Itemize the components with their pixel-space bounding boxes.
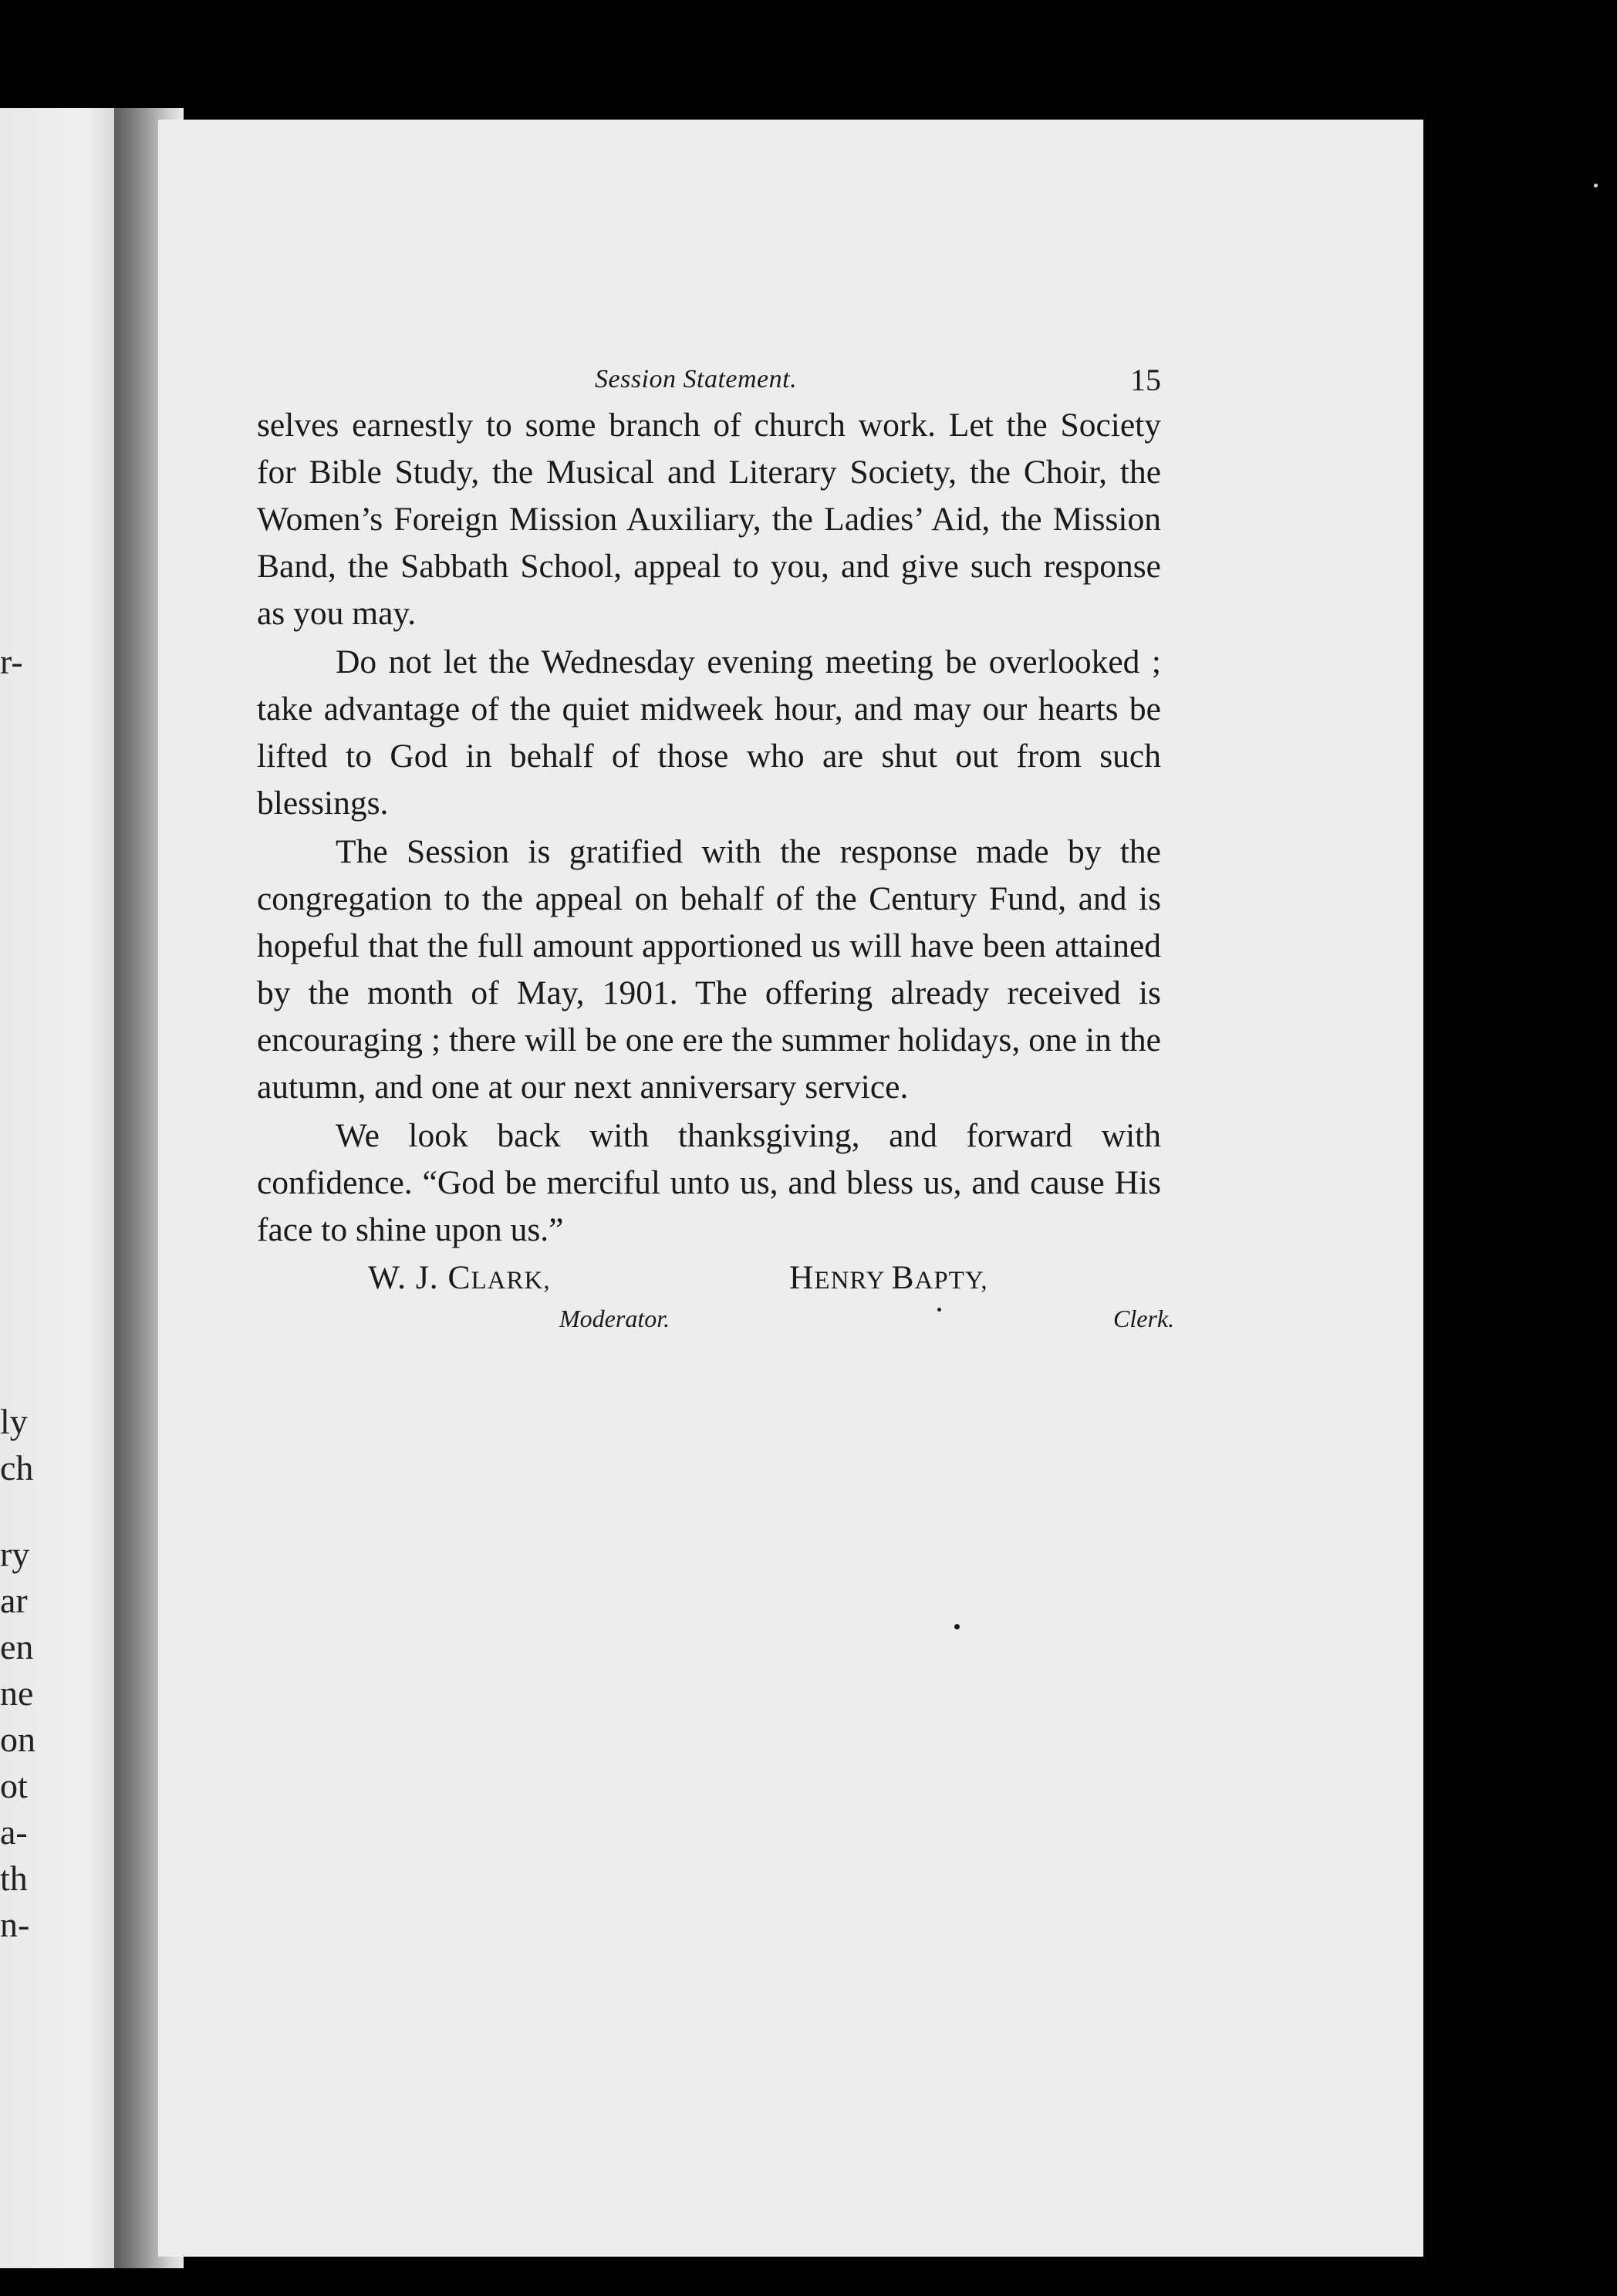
previous-page-fragment: ar [0, 1581, 28, 1620]
previous-page-fragment: en [0, 1627, 34, 1666]
previous-page-fragment: ch [0, 1448, 34, 1487]
running-title: Session Statement. [595, 365, 798, 393]
paragraph-closing: We look back with thanksgiving, and forward with confidence. “God be merciful unto us, and bless us, and cause His face to shine upon us.” [257, 1117, 1161, 1248]
previous-page-fragment: ry [0, 1535, 30, 1574]
previous-page-fragment: a- [0, 1812, 28, 1852]
previous-page-fragment: ly [0, 1402, 28, 1441]
paragraph-century-fund: The Session is gratified with the response made by the congregation to the appeal on behalf of the Century Fund, and is hopeful that the full amount apportioned us will have been attained by the month of May, 1901. The offering already received is encouraging ; there will be one ere the summer holidays, one in the autumn, and one at our next anniversary service. [257, 833, 1161, 1106]
previous-page-fragment: ot [0, 1766, 28, 1805]
previous-page-fragment: ne [0, 1673, 34, 1713]
margin-speck [1395, 339, 1399, 344]
signatures [257, 1258, 1175, 1351]
running-head [257, 351, 1161, 397]
moderator-title: Moderator. [559, 1305, 670, 1332]
margin-speck [1594, 184, 1598, 187]
previous-page-fragment: n- [0, 1905, 30, 1944]
paragraph-church-work: selves earnestly to some branch of church work. Let the Society for Bible Study, the Musical and Literary Society, the Choir, the Women’s Foreign Mission Auxiliary, the Ladies’ Aid, the Mission Band, the Sabbath School, appeal to you, and give such response as you may. [257, 407, 1161, 632]
clerk-title: Clerk. [1113, 1305, 1175, 1332]
previous-page-fragment: th [0, 1859, 28, 1898]
text-block [257, 351, 1175, 1351]
print-speck [954, 1624, 960, 1629]
page-number: 15 [1130, 363, 1161, 397]
previous-page-edge [0, 108, 123, 2268]
page [158, 120, 1423, 2257]
print-speck [937, 1308, 941, 1312]
moderator-name: W. J. CLARK, [368, 1259, 551, 1296]
paragraph-wednesday-meeting: Do not let the Wednesday evening meeting be overlooked ; take advantage of the quiet midweek hour, and may our hearts be lifted to God in behalf of those who are shut out from such blessings. [257, 643, 1161, 822]
previous-page-fragment: r- [0, 642, 23, 681]
previous-page-fragment: on [0, 1720, 35, 1759]
clerk-name: HENRY BAPTY, [789, 1259, 988, 1296]
